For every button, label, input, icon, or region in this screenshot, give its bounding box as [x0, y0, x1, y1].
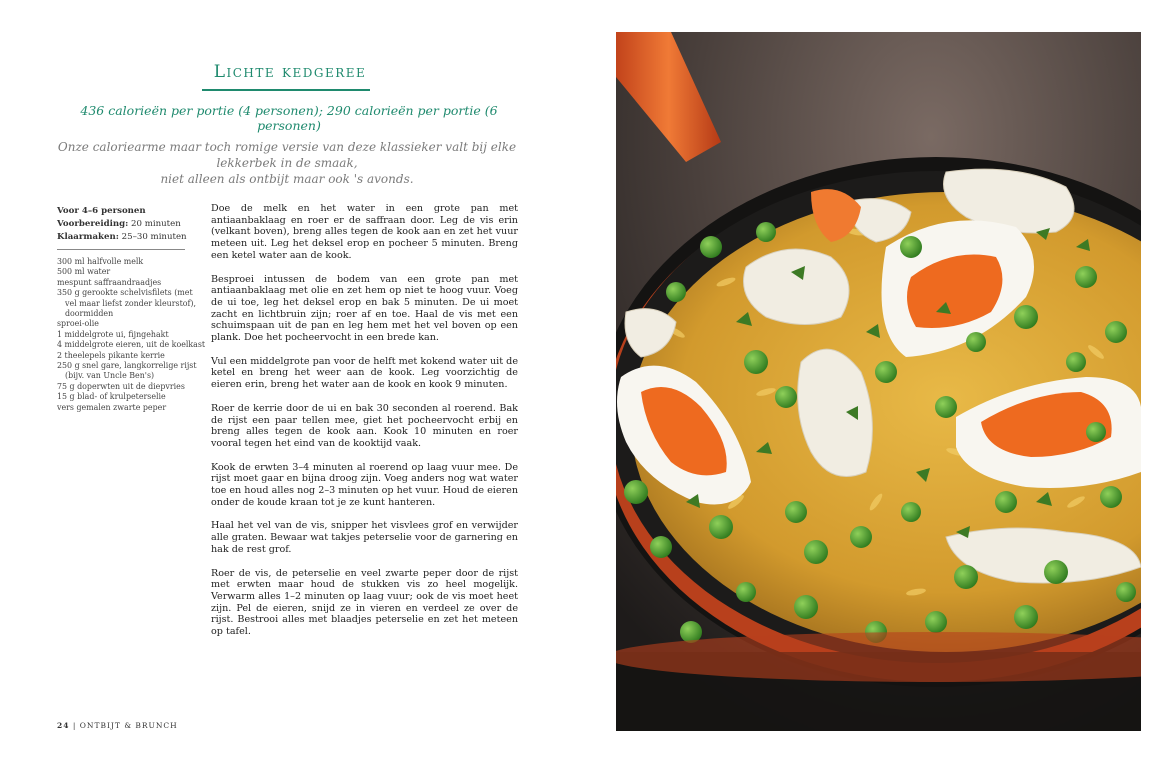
ingredient-list	[57, 257, 206, 413]
method-step: Kook de erwten 3–4 minuten al roerend op laag vuur mee. De rijst moet gaar en bijna droog zijn. Voeg anders nog wat water toe en houd alles nog 2–3 minuten op het vuur. Houd de eieren onder de koude kraan tot je ze kunt hanteren.	[211, 461, 518, 508]
ingredient-item: 75 g doperwten uit de diepvries	[57, 381, 185, 391]
meta-divider	[57, 249, 185, 250]
ingredient-item: mespunt saffraandraadjes	[57, 277, 162, 287]
intro-line: Onze caloriearme maar toch romige versie van deze klassieker valt bij elke lekkerbek in de smaak,	[57, 140, 517, 170]
cook-time: 25–30 minuten	[121, 232, 187, 242]
dish-photo	[616, 32, 1141, 731]
ingredient-item: 1 middelgrote ui, fijngehakt	[57, 329, 169, 339]
recipe-title: Lichte kedgeree	[213, 62, 367, 82]
method-step: Haal het vel van de vis, snipper het visvlees grof en verwijder alle graten. Bewaar wat takjes peterselie voor de garnering en hak de rest grof.	[211, 520, 518, 555]
method-step: Roer de kerrie door de ui en bak 30 seconden al roerend. Bak de rijst een paar tellen mee, giet het pocheervocht erbij en breng alles tegen de kook aan. Kook 10 minuten en roer vooral tegen het eind van de kooktijd vaak.	[211, 402, 518, 449]
ingredient-item: 15 g blad- of krulpeterselie	[57, 392, 166, 402]
ingredient-item: 500 ml water	[57, 267, 111, 277]
ingredient-item: sproei-olie	[57, 319, 99, 329]
ingredient-item: 300 ml halfvolle melk	[57, 257, 144, 266]
method-step: Besproei intussen de bodem van een grote pan met antiaanbaklaag met olie en zet hem op niet te hoog vuur. Voeg de ui toe, leg het deksel erop en bak 5 minuten. De ui moet zacht en lichtbruin zijn; roer af en toe. Haal de vis met een schuimspaan uit de pan en leg hem met het vel boven op een plank. Doe het pocheervocht in een brede kan.	[211, 273, 518, 344]
calorie-info: 436 calorieën per portie (4 personen); 290 calorieën per portie (6 personen)	[80, 103, 498, 133]
ingredient-item: 4 middelgrote eieren, uit de koelkast	[57, 340, 206, 350]
prep-label: Voorbereiding:	[57, 219, 129, 229]
recipe-intro	[56, 139, 518, 187]
section-name: ONTBIJT & BRUNCH	[79, 721, 178, 730]
ingredient-item: vel maar liefst zonder kleurstof),	[65, 298, 196, 308]
prep-time: 20 minuten	[131, 219, 181, 229]
ingredient-item: (bijv. van Uncle Ben's)	[65, 371, 155, 381]
ingredient-item: 2 theelepels pikante kerrie	[57, 350, 165, 360]
ingredient-item: vers gemalen zwarte peper	[57, 402, 167, 412]
ingredient-item: 250 g snel gare, langkorrelige rijst	[57, 361, 197, 371]
cook-label: Klaarmaken:	[57, 232, 119, 242]
method-step: Doe de melk en het water in een grote pan met antiaanbaklaag en roer er de saffraan door. Leg de vis erin (velkant boven), breng alles tegen de kook aan en zet het vuur meteen uit. Leg het deksel erop en pocheer 5 minuten. Breng een ketel water aan de kook.	[211, 203, 518, 261]
ingredient-item: doormidden	[65, 309, 114, 319]
method-steps	[211, 203, 518, 650]
page-number: 24	[57, 721, 70, 730]
servings: Voor 4–6 personen	[57, 206, 146, 216]
method-step: Roer de vis, de peterselie en veel zwarte peper door de rijst met erwten maar houd de stukken vis zo heel mogelijk. Verwarm alles 1–2 minuten op laag vuur; ook de vis moet heet zijn. Pel de eieren, snijd ze in vieren en verdeel ze over de rijst. Bestrooi alles met blaadjes peterselie en zet het meteen op tafel.	[211, 567, 518, 638]
page-footer: 24 | ONTBIJT & BRUNCH	[57, 721, 178, 730]
ingredient-item: 350 g gerookte schelvisfilets (met	[57, 288, 193, 298]
recipe-meta	[57, 205, 187, 244]
method-step: Vul een middelgrote pan voor de helft met kokend water uit de ketel en breng het weer aan de kook. Leg voorzichtig de eieren erin, breng het water aan de kook en kook 9 minuten.	[211, 355, 518, 391]
intro-line: niet alleen als ontbijt maar ook 's avonds.	[160, 172, 414, 186]
title-underline	[202, 89, 370, 91]
